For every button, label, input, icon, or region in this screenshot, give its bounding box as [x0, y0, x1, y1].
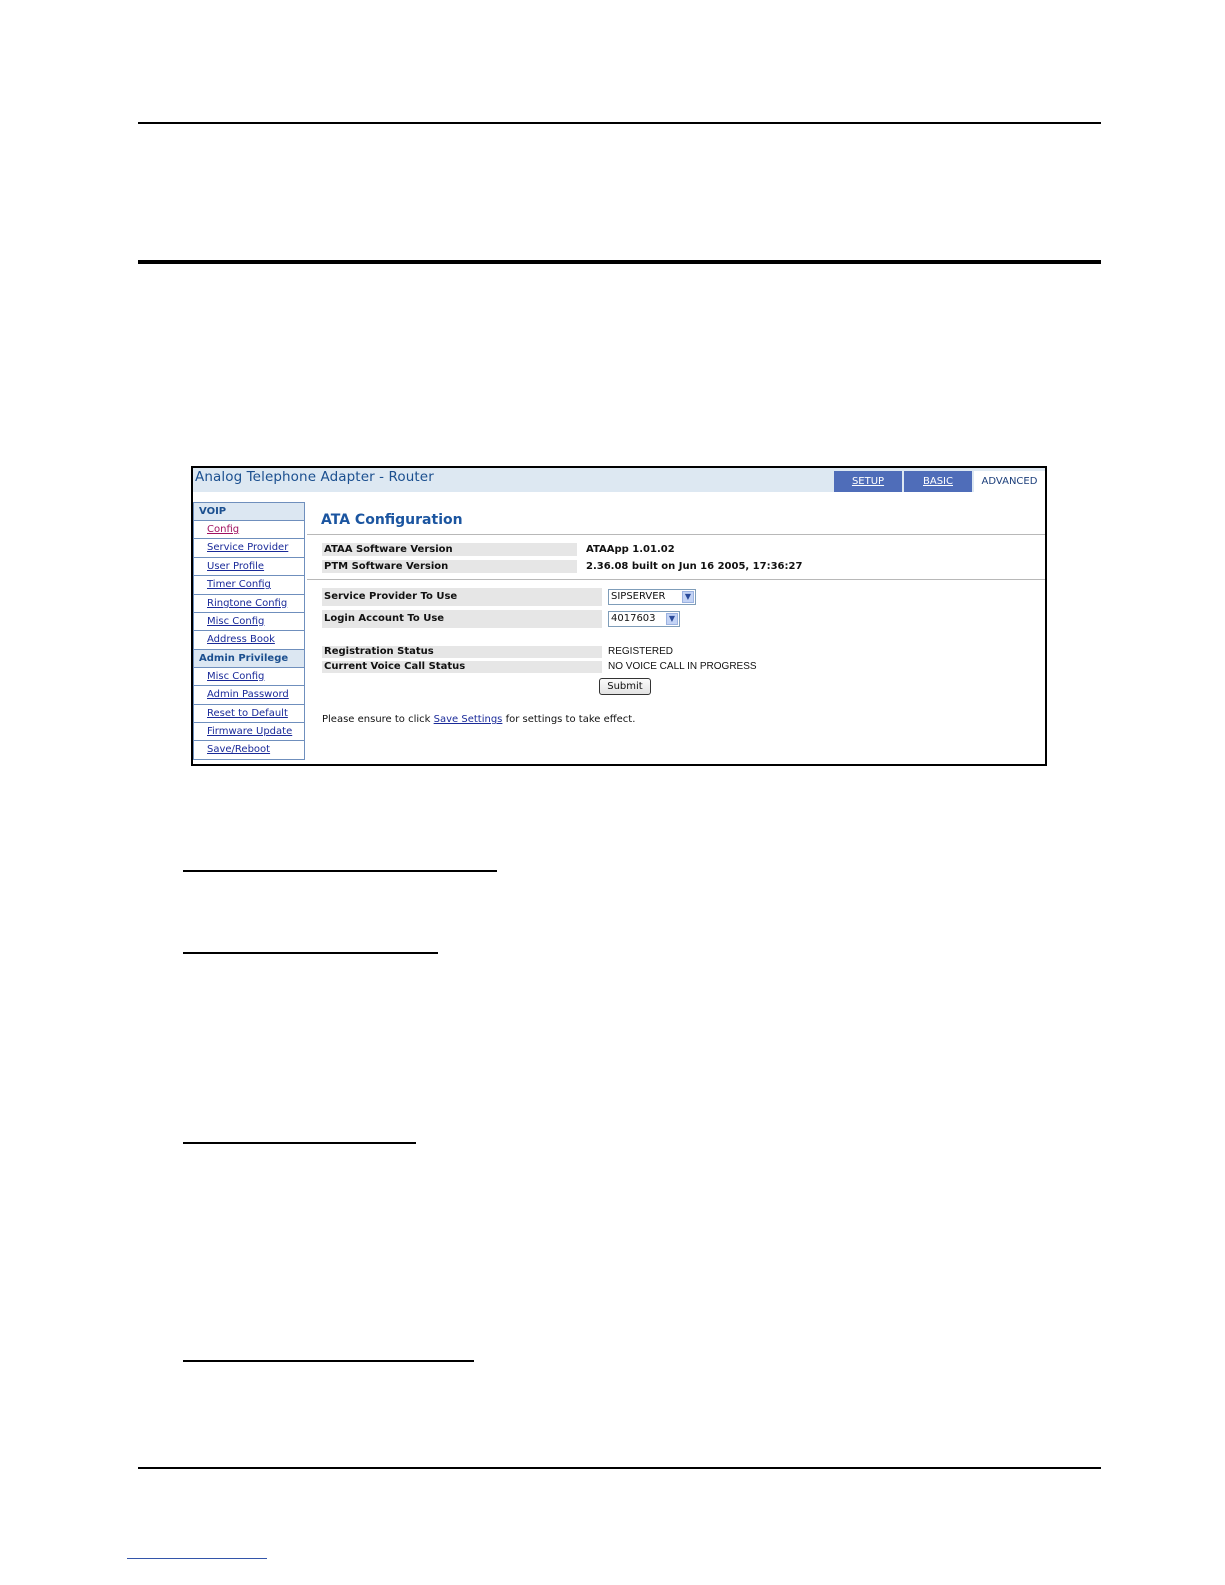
sidebar-item-label[interactable]: Misc Config	[207, 670, 265, 682]
note-text-before: Please ensure to click	[322, 714, 434, 725]
tab-setup[interactable]: SETUP	[832, 471, 902, 492]
sidebar-item-address-book[interactable]	[193, 630, 305, 648]
service-provider-value: SIPSERVER	[611, 591, 666, 602]
chevron-down-icon[interactable]: ▼	[682, 591, 694, 603]
sidebar	[193, 502, 305, 760]
service-provider-select[interactable]	[608, 589, 696, 605]
voice-call-status-label: Current Voice Call Status	[324, 661, 466, 672]
sidebar-item-label[interactable]: Timer Config	[207, 579, 271, 591]
ata-screenshot	[191, 466, 1047, 766]
sidebar-item-label[interactable]: Service Provider	[207, 542, 289, 554]
sidebar-item-label[interactable]: Firmware Update	[207, 725, 293, 737]
sidebar-item-admin-password[interactable]	[193, 685, 305, 703]
chevron-down-icon[interactable]: ▼	[666, 613, 678, 625]
sidebar-item-reset-to-default[interactable]	[193, 704, 305, 722]
app-header	[193, 468, 1045, 492]
footer-link-underline	[127, 1558, 267, 1559]
sidebar-item-misc-config[interactable]	[193, 612, 305, 630]
sidebar-item-label[interactable]: Address Book	[207, 634, 275, 646]
registration-status-label: Registration Status	[324, 646, 434, 657]
top-rule	[138, 122, 1101, 124]
section-underline	[183, 952, 438, 954]
ptm-version-label: PTM Software Version	[324, 561, 449, 572]
page-title: ATA Configuration	[321, 512, 463, 528]
sidebar-item-config[interactable]	[193, 520, 305, 538]
sidebar-item-firmware-update[interactable]	[193, 722, 305, 740]
sidebar-item-label[interactable]: User Profile	[207, 560, 265, 572]
sidebar-item-timer-config[interactable]	[193, 575, 305, 593]
sidebar-section-voip: VOIP	[193, 502, 305, 520]
login-account-label: Login Account To Use	[324, 613, 445, 624]
sidebar-item-label[interactable]: Save/Reboot	[207, 744, 271, 756]
sidebar-item-user-profile[interactable]	[193, 557, 305, 575]
ataa-version-value: ATAApp 1.01.02	[586, 544, 675, 555]
ataa-version-label: ATAA Software Version	[324, 544, 453, 555]
sidebar-item-label[interactable]: Misc Config	[207, 615, 265, 627]
app-title: Analog Telephone Adapter - Router	[195, 469, 434, 485]
sidebar-item-label[interactable]: Ringtone Config	[207, 597, 288, 609]
title-divider	[307, 534, 1045, 535]
voice-call-status-value: NO VOICE CALL IN PROGRESS	[608, 661, 757, 672]
sidebar-item-ringtone-config[interactable]	[193, 594, 305, 612]
login-account-value: 4017603	[611, 613, 656, 624]
header-thick-rule	[138, 260, 1101, 264]
sidebar-item-label[interactable]: Reset to Default	[207, 707, 288, 719]
tab-basic[interactable]: BASIC	[902, 471, 972, 492]
service-provider-label: Service Provider To Use	[324, 591, 458, 602]
registration-status-value: REGISTERED	[608, 646, 674, 657]
ptm-version-value: 2.36.08 built on Jun 16 2005, 17:36:27	[586, 561, 803, 572]
section-underline	[183, 870, 497, 872]
section-underline	[183, 1142, 416, 1144]
sidebar-item-save-reboot[interactable]	[193, 740, 305, 759]
tab-advanced[interactable]: ADVANCED	[972, 471, 1045, 492]
sidebar-section-admin-privilege: Admin Privilege	[193, 649, 305, 667]
save-settings-note	[322, 714, 635, 725]
sidebar-item-service-provider[interactable]	[193, 538, 305, 556]
bottom-rule	[138, 1467, 1101, 1469]
note-text-after: for settings to take effect.	[502, 714, 636, 725]
sidebar-item-admin-misc-config[interactable]	[193, 667, 305, 685]
submit-button[interactable]: Submit	[599, 678, 651, 695]
save-settings-link[interactable]: Save Settings	[433, 714, 503, 725]
sidebar-item-label[interactable]: Admin Password	[207, 689, 289, 701]
login-account-select[interactable]	[608, 611, 680, 627]
sidebar-item-label[interactable]: Config	[207, 524, 240, 535]
section-underline	[183, 1360, 474, 1362]
top-tabs	[832, 471, 1045, 492]
section-divider	[307, 579, 1045, 580]
